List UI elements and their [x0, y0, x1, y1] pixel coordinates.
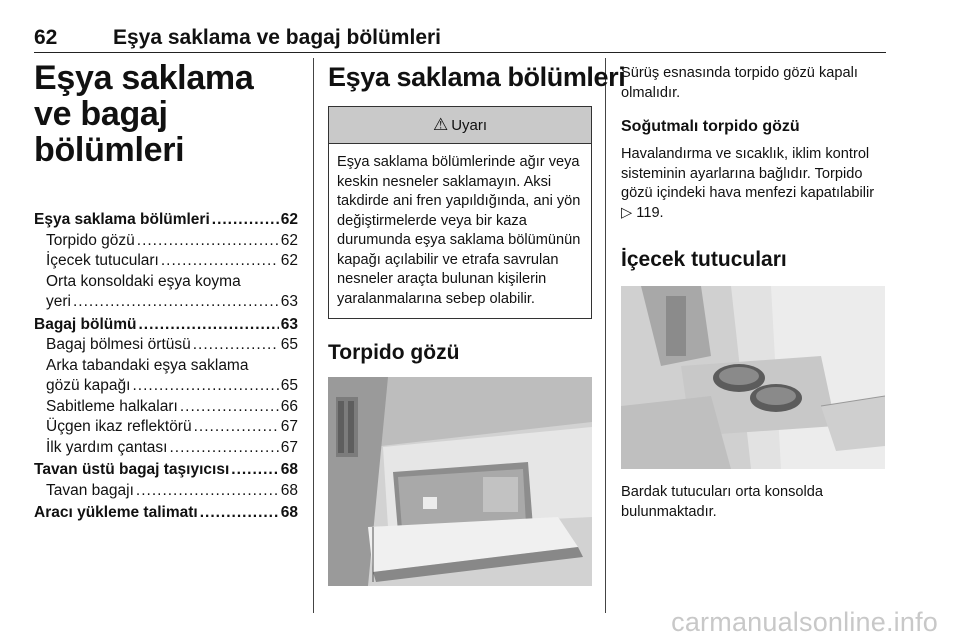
- toc-entry[interactable]: [34, 251, 298, 272]
- warning-text: Eşya saklama bölümlerinde ağır veya keskin nesneler saklamayın. Aksi takdirde ani fren yapıldığında, ani yön değiştirmelerde veya bir kaza durumunda eşya saklama bölümünün kapağı açılabilir ve etrafa savrulan nesneler araçta bulunan kişilerin yaralanmalarına sebep olabilir.: [337, 154, 581, 307]
- cooled-glovebox-text: Havalandırma ve sıcaklık, iklim kontrol sisteminin ayarlarına bağlıdır. Torpido gözü içindeki hava menfezi kapatılabilir ▷ 119.: [621, 146, 875, 221]
- toc-page-number: 63: [280, 293, 298, 310]
- cooled-glovebox-heading: Soğutmalı torpido gözü: [621, 118, 800, 135]
- toc-entry-first-line: Arka tabandaki eşya saklama: [46, 356, 249, 374]
- toc-leader-dots: [73, 292, 279, 313]
- toc-page-number: 62: [280, 231, 298, 249]
- toc-entry-first-line: Orta konsoldaki eşya koyma: [46, 272, 241, 290]
- toc-entry[interactable]: [34, 438, 298, 459]
- toc-entry-text: İçecek tutucuları: [46, 252, 159, 269]
- toc-leader-dots: [180, 397, 279, 418]
- toc-leader-dots: [132, 376, 278, 397]
- toc-entry-text: İlk yardım çantası: [46, 438, 168, 456]
- cupholder-heading: İçecek tutucuları: [621, 248, 787, 271]
- toc-leader-dots: [169, 438, 278, 459]
- page-number: 62: [34, 26, 58, 49]
- glovebox-heading: Torpido gözü: [328, 341, 460, 364]
- running-header-title: Eşya saklama ve bagaj bölümleri: [113, 26, 442, 49]
- toc-leader-dots: [137, 231, 279, 252]
- glovebox-column: [621, 64, 889, 522]
- toc-entry-text: yeri: [46, 293, 71, 310]
- toc-leader-dots: [212, 210, 279, 231]
- toc-entry[interactable]: [34, 376, 298, 397]
- toc-page-number: 65: [280, 336, 298, 353]
- header-rule: [34, 52, 886, 53]
- warning-label: Uyarı: [451, 116, 488, 134]
- cupholder-illustration: [621, 286, 885, 469]
- toc-leader-dots: [193, 335, 279, 356]
- toc-page-number: 63: [280, 315, 298, 333]
- chapter-column: [34, 60, 298, 524]
- toc-page-number: 68: [280, 481, 298, 499]
- warning-header: [329, 107, 591, 144]
- toc-entry-text: Sabitleme halkaları: [46, 397, 178, 415]
- toc-page-number: 67: [280, 418, 298, 435]
- toc-leader-dots: [231, 460, 278, 481]
- toc-entry[interactable]: [34, 397, 298, 418]
- toc-entry-text: Tavan üstü bagaj taşıyıcısı: [34, 461, 230, 478]
- storage-heading: Eşya saklama bölümleri: [328, 62, 626, 92]
- toc-leader-dots: [194, 417, 279, 438]
- column-divider: [313, 58, 314, 613]
- toc-section-entry[interactable]: [34, 210, 298, 231]
- toc-entry[interactable]: [34, 481, 298, 502]
- page-ref-arrow-icon: ▷: [621, 204, 633, 221]
- toc-section-entry[interactable]: [34, 503, 298, 524]
- toc-section-entry[interactable]: [34, 315, 298, 336]
- toc-page-number: 67: [280, 438, 298, 456]
- toc-entry-text: Bagaj bölmesi örtüsü: [46, 336, 191, 353]
- glovebox-illustration: [328, 377, 592, 586]
- toc-entry-text: Eşya saklama bölümleri: [34, 211, 210, 228]
- toc-entry[interactable]: [34, 417, 298, 438]
- toc-page-number: 68: [280, 504, 298, 521]
- toc-page-number: 68: [280, 461, 298, 478]
- glovebox-text: Sürüş esnasında torpido gözü kapalı olmalıdır.: [621, 65, 858, 101]
- warning-box: [328, 106, 592, 319]
- toc-entry-text: Bagaj bölümü: [34, 315, 137, 333]
- table-of-contents: [34, 210, 298, 524]
- toc-leader-dots: [200, 503, 279, 524]
- chapter-title: Eşya saklama ve bagaj bölümleri: [34, 59, 254, 169]
- toc-entry-text: Aracı yükleme talimatı: [34, 504, 198, 521]
- toc-entry-text: gözü kapağı: [46, 377, 131, 394]
- toc-section-entry[interactable]: [34, 460, 298, 481]
- column-divider: [605, 58, 606, 613]
- watermark: carmanualsonline.info: [671, 607, 938, 637]
- toc-entry-text: Üçgen ikaz reflektörü: [46, 418, 192, 435]
- page-reference: 119.: [636, 204, 664, 221]
- storage-column: [328, 60, 626, 586]
- toc-page-number: 66: [280, 397, 298, 415]
- toc-page-number: 65: [280, 377, 298, 394]
- cupholder-text: Bardak tutucuları orta konsolda bulunmaktadır.: [621, 484, 823, 520]
- toc-entry[interactable]: [34, 292, 298, 313]
- toc-entry[interactable]: [34, 231, 298, 252]
- toc-page-number: 62: [280, 211, 298, 228]
- toc-page-number: 62: [280, 252, 298, 269]
- toc-leader-dots: [138, 315, 278, 336]
- toc-entry-text: Tavan bagajı: [46, 481, 134, 499]
- toc-leader-dots: [161, 251, 279, 272]
- warning-triangle-icon: ⚠: [432, 115, 449, 134]
- toc-entry[interactable]: [34, 335, 298, 356]
- toc-leader-dots: [136, 481, 279, 502]
- toc-entry-text: Torpido gözü: [46, 231, 135, 249]
